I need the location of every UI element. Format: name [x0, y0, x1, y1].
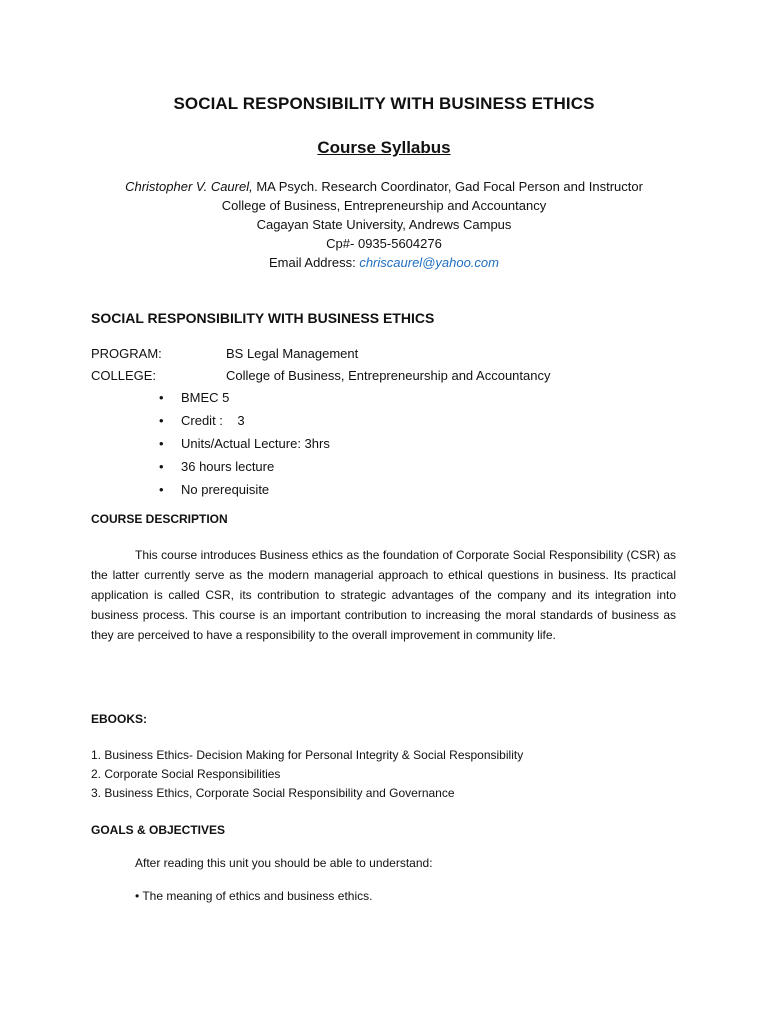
author-phone: Cp#- 0935-5604276 [326, 236, 442, 251]
college-row [91, 368, 550, 383]
author-university: Cagayan State University, Andrews Campus [256, 217, 512, 232]
college-label: COLLEGE: [91, 368, 157, 383]
document-subtitle: Course Syllabus [317, 138, 451, 157]
description-text: This course introduces Business ethics as the foundation of Corporate Social Responsibility (CSR) as the latter currently serve as the modern managerial approach to ethical questions in business. Its practical application is called CSR, its contribution to strategic advantages of the company and its integration into business process. This course is an important contribution to increasing the moral standards of business as they are perceived to have a responsibility to the overall improvement in community life. [91, 548, 676, 642]
author-name: Christopher V. Caurel, [125, 179, 253, 194]
list-item: 3. Business Ethics, Corporate Social Responsibility and Governance [91, 786, 455, 800]
author-block [0, 177, 768, 272]
list-item-text: Units/Actual Lecture: 3hrs [181, 436, 330, 451]
program-row [91, 346, 358, 361]
document-title: SOCIAL RESPONSIBILITY WITH BUSINESS ETHICS [173, 94, 595, 113]
bullet-icon: • [159, 390, 164, 405]
bullet-icon: • [159, 413, 164, 428]
goals-intro: After reading this unit you should be able to understand: [135, 856, 433, 870]
email-link[interactable]: chriscaurel@yahoo.com [359, 255, 499, 270]
list-item [157, 435, 330, 458]
bullet-icon: • [159, 459, 164, 474]
list-item [157, 458, 330, 481]
bullet-icon: • [159, 482, 164, 497]
email-label: Email Address: [269, 255, 360, 270]
author-email-line [0, 253, 768, 272]
list-item: 1. Business Ethics- Decision Making for Personal Integrity & Social Responsibility [91, 748, 524, 762]
list-item-text: BMEC 5 [181, 390, 230, 405]
program-label: PROGRAM: [91, 346, 162, 361]
goals-heading: GOALS & OBJECTIVES [91, 823, 226, 837]
list-item-text: No prerequisite [181, 482, 270, 497]
list-item: • The meaning of ethics and business ethics. [135, 889, 373, 903]
author-college: College of Business, Entrepreneurship and Accountancy [221, 198, 547, 213]
author-credentials: MA Psych. Research Coordinator, Gad Focal Person and Instructor [252, 179, 643, 194]
course-details-list [157, 389, 330, 504]
course-heading: SOCIAL RESPONSIBILITY WITH BUSINESS ETHICS [91, 310, 435, 326]
program-value: BS Legal Management [226, 346, 359, 361]
list-item [157, 481, 330, 504]
bullet-icon: • [159, 436, 164, 451]
college-value: College of Business, Entrepreneurship and Accountancy [226, 368, 551, 383]
list-item [157, 389, 330, 412]
author-line [0, 177, 768, 196]
description-heading: COURSE DESCRIPTION [91, 512, 228, 526]
list-item-text: Credit : 3 [181, 413, 245, 428]
ebooks-heading: EBOOKS: [91, 712, 148, 726]
list-item [157, 412, 330, 435]
ebooks-list [91, 746, 523, 803]
list-item-text: 36 hours lecture [181, 459, 275, 474]
list-item: 2. Corporate Social Responsibilities [91, 767, 281, 781]
